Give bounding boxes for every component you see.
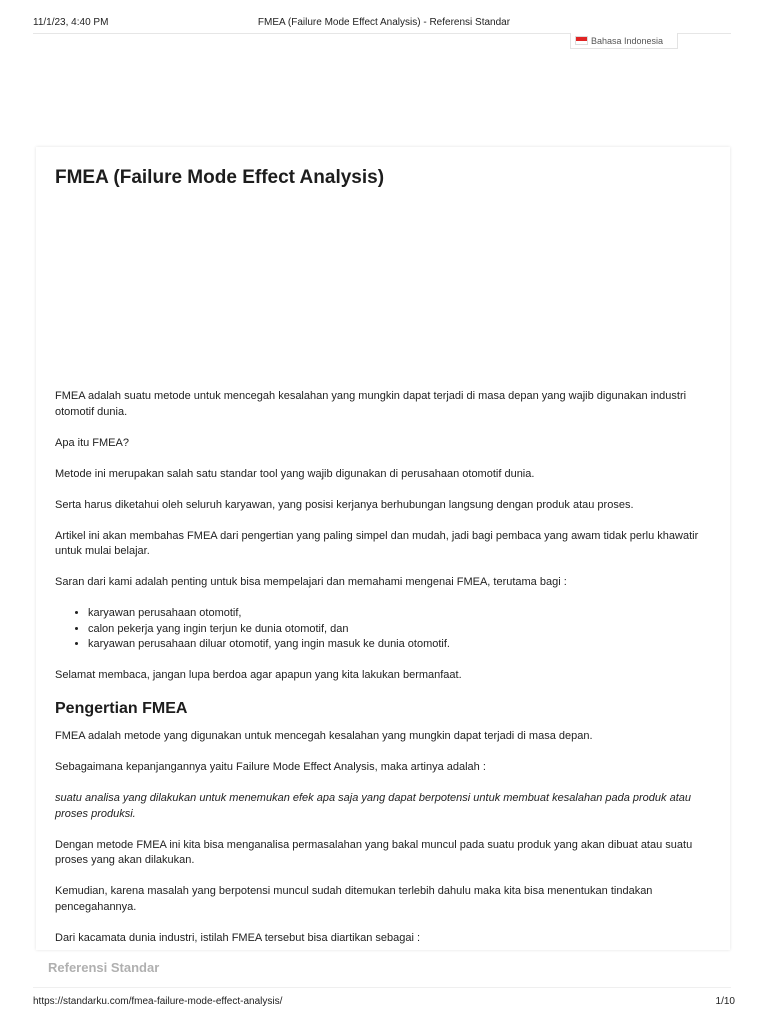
closing-paragraph: Selamat membaca, jangan lupa berdoa agar apapun yang kita lakukan bermanfaat.: [55, 669, 462, 681]
footer-divider: [33, 987, 731, 988]
suggestion-paragraph: Saran dari kami adalah penting untuk bisa mempelajari dan memahami mengenai FMEA, terutama bagi :: [55, 576, 567, 588]
question-paragraph: Apa itu FMEA?: [55, 436, 129, 449]
prevention-paragraph: Kemudian, karena masalah yang berpotensi muncul sudah ditemukan terlebih dahulu maka kita bisa menentukan tindakan pencegahannya.: [55, 885, 653, 913]
list-item: • karyawan perusahaan otomotif,: [88, 606, 705, 622]
article-card: [36, 147, 730, 950]
language-switcher[interactable]: [570, 33, 678, 49]
indonesia-flag-icon: [575, 36, 588, 45]
definition-paragraph: FMEA adalah metode yang digunakan untuk mencegah kesalahan yang mungkin dapat terjadi di masa depan.: [55, 730, 593, 742]
list-item: • calon pekerja yang ingin terjun ke dunia otomotif, dan: [88, 622, 705, 638]
page-number: 1/10: [715, 996, 735, 1007]
known-by-paragraph: Serta harus diketahui oleh seluruh karyawan, yang posisi kerjanya berhubungan langsung dengan produk atau proses.: [55, 498, 634, 511]
article-scope-paragraph: Artikel ini akan membahas FMEA dari pengertian yang paling simpel dan mudah, jadi bagi pembaca yang awam tidak perlu khawatir untuk mulai belajar.: [55, 529, 699, 557]
audience-list: [55, 606, 705, 653]
print-header: [0, 0, 768, 34]
print-page-title: FMEA (Failure Mode Effect Analysis) - Referensi Standar: [257, 17, 511, 28]
intro-paragraph: FMEA adalah suatu metode untuk mencegah kesalahan yang mungkin dapat terjadi di masa depan yang wajib digunakan industri otomotif dunia.: [55, 390, 687, 418]
print-datetime: 11/1/23, 4:40 PM: [33, 17, 109, 28]
industry-paragraph: Dari kacamata dunia industri, istilah FMEA tersebut bisa diartikan sebagai :: [55, 931, 421, 944]
definition-quote: suatu analisa yang dilakukan untuk menemukan efek apa saja yang dapat berpotensi untuk membuat kesalahan pada produk atau proses produksi.: [55, 792, 691, 820]
standard-tool-paragraph: Metode ini merupakan salah satu standar tool yang wajib digunakan di perusahaan otomotif dunia.: [55, 467, 535, 480]
page-url: https://standarku.com/fmea-failure-mode-effect-analysis/: [33, 996, 283, 1007]
section-heading: Pengertian FMEA: [55, 700, 188, 717]
list-item: • karyawan perusahaan diluar otomotif, yang ingin masuk ke dunia otomotif.: [88, 637, 705, 653]
language-label: Bahasa Indonesia: [591, 35, 664, 46]
analysis-paragraph: Dengan metode FMEA ini kita bisa menganalisa permasalahan yang bakal muncul pada suatu produk yang akan dibuat atau suatu proses yang akan dilakukan.: [55, 838, 693, 866]
article-body: [55, 389, 705, 962]
article-title: FMEA (Failure Mode Effect Analysis): [55, 167, 385, 188]
site-brand[interactable]: Referensi Standar: [48, 960, 160, 975]
abbreviation-paragraph: Sebagaimana kepanjangannya yaitu Failure Mode Effect Analysis, maka artinya adalah :: [55, 761, 486, 773]
